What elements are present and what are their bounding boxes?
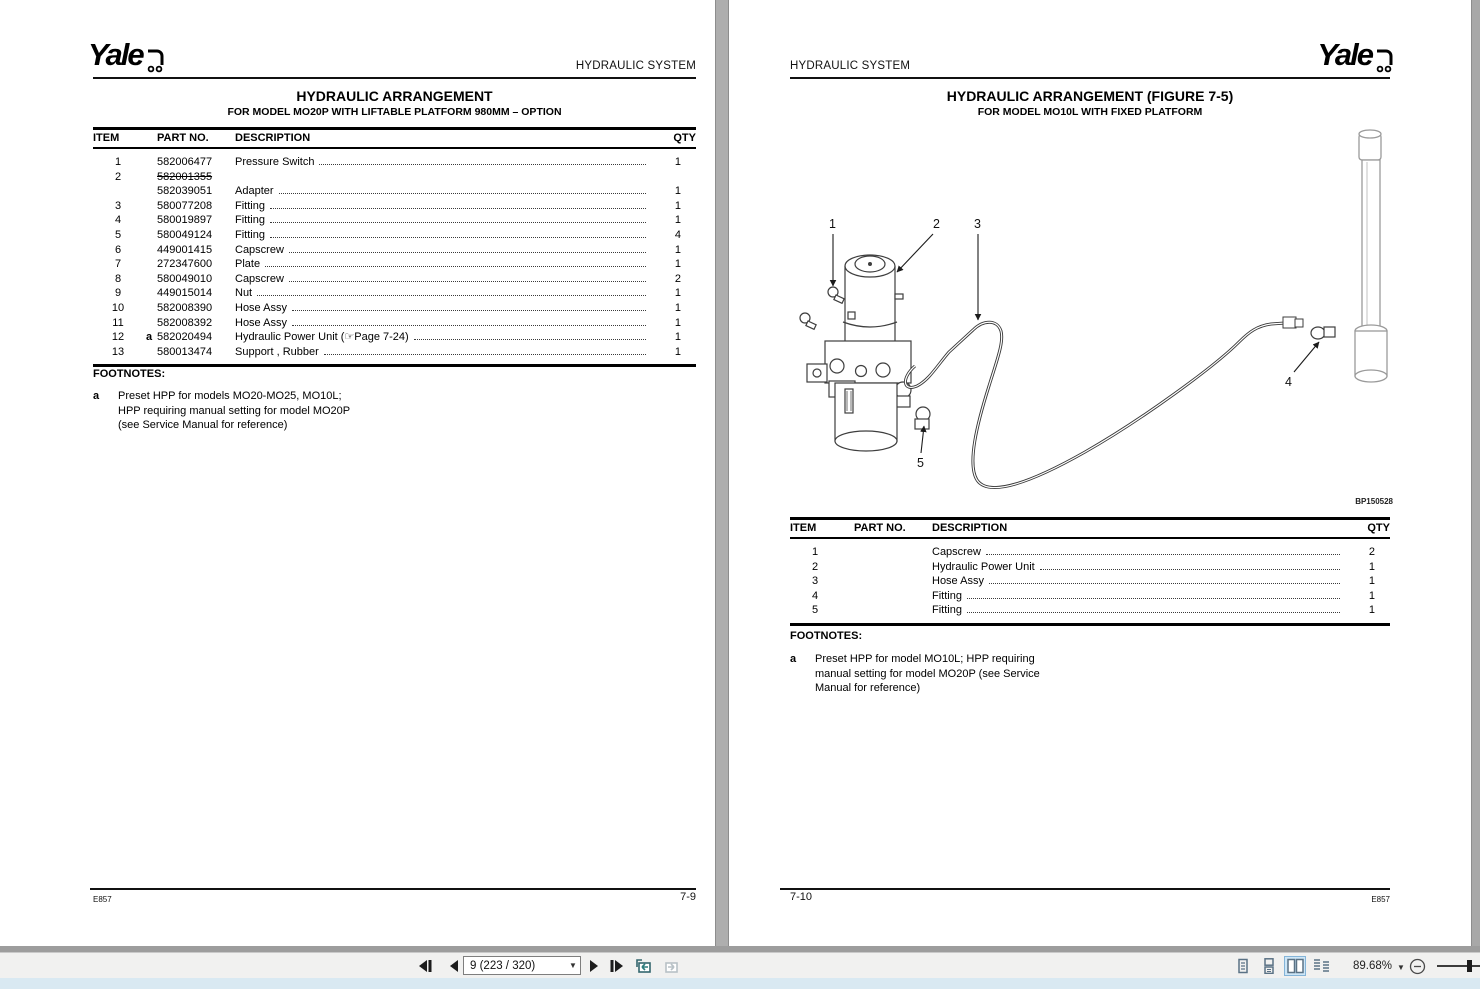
dual-page-layout-button[interactable] bbox=[1284, 956, 1306, 976]
table-row bbox=[790, 545, 1390, 560]
dot-leader bbox=[319, 164, 646, 165]
capscrew-drawing bbox=[800, 287, 844, 329]
zoom-level-display[interactable]: 89.68% bbox=[1352, 960, 1392, 972]
qty-cell: 1 bbox=[674, 316, 681, 329]
table-header-row bbox=[93, 127, 696, 149]
item-cell: 9 bbox=[114, 287, 122, 300]
single-page-layout-button[interactable] bbox=[1232, 956, 1254, 976]
qty-cell: 1 bbox=[674, 287, 681, 300]
page-number-box bbox=[463, 956, 581, 975]
footnote bbox=[790, 652, 1210, 696]
header-rule bbox=[93, 77, 696, 79]
previous-page-icon bbox=[448, 960, 460, 972]
page-title: HYDRAULIC ARRANGEMENT (FIGURE 7-5) bbox=[946, 88, 1234, 104]
dot-leader bbox=[414, 339, 646, 340]
pdf-page-left bbox=[0, 0, 715, 946]
figure-callout: 2 bbox=[933, 217, 940, 231]
table-row bbox=[93, 345, 696, 360]
table-row bbox=[93, 330, 696, 345]
first-page-button[interactable] bbox=[416, 957, 436, 975]
item-cell: 1 bbox=[114, 156, 122, 168]
table-row bbox=[93, 155, 696, 170]
col-description: DESCRIPTION bbox=[235, 132, 311, 144]
status-bar bbox=[0, 978, 1480, 989]
qty-cell: 1 bbox=[1368, 604, 1375, 617]
footnote-marker: a bbox=[790, 653, 797, 665]
dot-leader bbox=[292, 310, 646, 311]
table-body bbox=[790, 539, 1390, 626]
last-page-button[interactable] bbox=[606, 957, 626, 975]
table-row bbox=[790, 560, 1390, 575]
part-no-cell: 582008390 bbox=[157, 301, 213, 314]
description-cell: Hose Assy bbox=[932, 574, 1344, 589]
dot-leader bbox=[279, 193, 646, 194]
running-head: HYDRAULIC SYSTEM bbox=[790, 60, 911, 72]
dot-leader bbox=[289, 252, 646, 253]
first-page-icon bbox=[418, 960, 434, 972]
table-header-row bbox=[790, 517, 1390, 539]
parts-table bbox=[790, 517, 1390, 626]
qty-cell: 1 bbox=[1368, 589, 1375, 602]
dot-leader bbox=[270, 222, 646, 223]
item-cell: 1 bbox=[811, 546, 819, 558]
continuous-layout-icon bbox=[1261, 958, 1277, 974]
dot-leader bbox=[986, 554, 1340, 555]
page-number-input[interactable] bbox=[464, 960, 566, 972]
qty-cell: 1 bbox=[674, 243, 681, 256]
part-no-cell: 582001355 bbox=[157, 170, 213, 183]
qty-cell: 1 bbox=[674, 301, 681, 314]
hydraulic-arrangement-figure bbox=[785, 126, 1397, 508]
last-page-icon bbox=[608, 960, 624, 972]
hose-drawing bbox=[905, 317, 1303, 488]
qty-cell: 1 bbox=[674, 258, 681, 271]
description-cell: Support , Rubber bbox=[235, 345, 650, 360]
yale-logo-text: Yale bbox=[1317, 37, 1372, 72]
col-part-no: PART NO. bbox=[854, 522, 906, 534]
qty-cell: 1 bbox=[674, 199, 681, 212]
footnotes-title: FOOTNOTES: bbox=[93, 368, 166, 380]
lift-cylinder-drawing bbox=[1355, 130, 1387, 382]
col-item: ITEM bbox=[93, 132, 120, 144]
figure-callout: 5 bbox=[917, 456, 924, 470]
pdf-page-right bbox=[729, 0, 1471, 946]
dot-leader bbox=[967, 612, 1340, 613]
dot-leader bbox=[289, 281, 646, 282]
qty-cell: 1 bbox=[674, 345, 681, 358]
footnote-marker: a bbox=[93, 390, 100, 402]
part-no-cell: 580077208 bbox=[157, 199, 213, 212]
single-page-layout-icon bbox=[1235, 958, 1251, 974]
figure-ref-code: BP150528 bbox=[1355, 497, 1393, 506]
continuous-layout-button[interactable] bbox=[1258, 956, 1280, 976]
qty-cell: 1 bbox=[1368, 575, 1375, 588]
table-row bbox=[93, 184, 696, 199]
description-cell: Hydraulic Power Unit bbox=[932, 560, 1344, 575]
item-cell: 2 bbox=[811, 560, 819, 573]
previous-view-button[interactable] bbox=[634, 957, 654, 975]
table-row bbox=[93, 316, 696, 331]
item-cell: 6 bbox=[114, 243, 122, 256]
figure-callout: 1 bbox=[829, 217, 836, 231]
footnotes-title: FOOTNOTES: bbox=[790, 630, 863, 642]
footer-doc-code: E857 bbox=[1371, 895, 1390, 904]
col-qty: QTY bbox=[1367, 522, 1390, 534]
zoom-out-icon bbox=[1409, 958, 1426, 975]
table-row bbox=[790, 574, 1390, 589]
table-row bbox=[93, 301, 696, 316]
table-row bbox=[93, 243, 696, 258]
description-cell: Adapter bbox=[235, 184, 650, 199]
description-cell: Fitting bbox=[235, 199, 650, 214]
zoom-out-button[interactable] bbox=[1409, 958, 1426, 980]
dot-leader bbox=[967, 598, 1340, 599]
footer-rule bbox=[90, 888, 696, 890]
yale-logo-text: Yale bbox=[88, 37, 143, 72]
part-no-cell: 582039051 bbox=[157, 185, 213, 198]
table-row bbox=[93, 228, 696, 243]
footnote bbox=[93, 389, 653, 433]
description-cell: Capscrew bbox=[235, 272, 650, 287]
description-cell: Pressure Switch bbox=[235, 155, 650, 170]
yale-logo bbox=[88, 37, 165, 74]
footer-page-number: 7-9 bbox=[680, 891, 696, 903]
dot-leader bbox=[989, 583, 1340, 584]
part-no-cell: 449001415 bbox=[157, 243, 213, 256]
dot-leader bbox=[1040, 569, 1340, 570]
description-cell: Fitting bbox=[235, 213, 650, 228]
next-page-button[interactable] bbox=[584, 957, 604, 975]
parts-table bbox=[93, 127, 696, 367]
table-row bbox=[790, 603, 1390, 618]
page-divider bbox=[715, 0, 729, 946]
zoom-slider[interactable] bbox=[1437, 965, 1480, 967]
dot-leader bbox=[257, 295, 646, 296]
right-edge-gutter bbox=[1471, 0, 1480, 946]
table-row bbox=[93, 286, 696, 301]
item-cell: 7 bbox=[114, 258, 122, 271]
part-no-cell: 580013474 bbox=[157, 345, 213, 358]
item-cell: 4 bbox=[811, 589, 819, 602]
running-head: HYDRAULIC SYSTEM bbox=[575, 60, 696, 72]
table-row bbox=[93, 213, 696, 228]
qty-cell: 2 bbox=[674, 272, 681, 285]
yale-forklift-icon bbox=[1374, 48, 1394, 74]
page-subtitle: FOR MODEL MO10L WITH FIXED PLATFORM bbox=[977, 106, 1203, 118]
item-cell: 2 bbox=[114, 170, 122, 183]
dot-leader bbox=[270, 208, 646, 209]
description-cell: Hose Assy bbox=[235, 316, 650, 331]
next-view-icon bbox=[663, 958, 681, 974]
part-no-cell: 582008392 bbox=[157, 316, 213, 329]
table-row bbox=[93, 257, 696, 272]
next-view-button[interactable] bbox=[662, 957, 682, 975]
table-row bbox=[93, 272, 696, 287]
dot-leader bbox=[265, 266, 646, 267]
zoom-dropdown-caret[interactable]: ▼ bbox=[1397, 963, 1405, 972]
footnote-text: Preset HPP for models MO20-MO25, MO10L; HPP requiring manual setting for model MO20P (see Service Manual for reference) bbox=[118, 390, 351, 431]
qty-cell: 1 bbox=[674, 156, 681, 168]
dot-leader bbox=[292, 325, 646, 326]
item-cell: 13 bbox=[111, 345, 125, 358]
item-cell: 8 bbox=[114, 272, 122, 285]
description-cell: Hydraulic Power Unit (☞Page 7-24) bbox=[235, 330, 650, 345]
zoom-slider-handle[interactable] bbox=[1467, 960, 1472, 972]
footnote-text: Preset HPP for model MO10L; HPP requiring manual setting for model MO20P (see Service Manual for reference) bbox=[815, 653, 1040, 694]
part-no-cell: 580049010 bbox=[157, 272, 213, 285]
description-cell: Fitting bbox=[932, 603, 1344, 618]
part-no-cell: 580019897 bbox=[157, 214, 213, 227]
part-no-cell: 272347600 bbox=[157, 258, 213, 271]
dot-leader bbox=[324, 354, 646, 355]
footer-page-number: 7-10 bbox=[790, 891, 813, 903]
col-part-no: PART NO. bbox=[157, 132, 209, 144]
table-row bbox=[93, 199, 696, 214]
qty-cell: 2 bbox=[1368, 546, 1375, 558]
page-title: HYDRAULIC ARRANGEMENT bbox=[296, 88, 493, 104]
table-row bbox=[93, 170, 696, 185]
footer-rule bbox=[780, 888, 1390, 890]
item-cell: 4 bbox=[114, 214, 122, 227]
table-row bbox=[790, 589, 1390, 604]
fitting-drawing bbox=[1311, 327, 1335, 339]
qty-cell: 4 bbox=[674, 228, 681, 241]
part-no-cell: 582006477 bbox=[157, 156, 213, 168]
yale-forklift-icon bbox=[145, 48, 165, 74]
qty-cell: 1 bbox=[674, 214, 681, 227]
yale-logo bbox=[1317, 37, 1394, 74]
table-body bbox=[93, 149, 696, 367]
description-cell: Hose Assy bbox=[235, 301, 650, 316]
item-cell: 12 bbox=[111, 331, 125, 344]
page-number-dropdown-button[interactable]: ▼ bbox=[569, 961, 577, 970]
col-qty: QTY bbox=[673, 132, 696, 144]
item-cell: 3 bbox=[811, 575, 819, 588]
dot-leader bbox=[270, 237, 646, 238]
bottom-toolbar bbox=[0, 952, 1480, 978]
qty-cell: 1 bbox=[674, 331, 681, 344]
item-cell: 5 bbox=[811, 604, 819, 617]
description-cell: Plate bbox=[235, 257, 650, 272]
previous-page-button[interactable] bbox=[444, 957, 464, 975]
item-cell: 5 bbox=[114, 228, 122, 241]
description-cell: Capscrew bbox=[235, 243, 650, 258]
qty-cell: 1 bbox=[1368, 560, 1375, 573]
item-cell: 3 bbox=[114, 199, 122, 212]
item-cell: 11 bbox=[112, 316, 124, 329]
description-cell: Fitting bbox=[235, 228, 650, 243]
previous-view-icon bbox=[635, 958, 653, 974]
dual-page-layout-icon bbox=[1287, 958, 1304, 974]
description-cell: Fitting bbox=[932, 589, 1344, 604]
page-subtitle: FOR MODEL MO20P WITH LIFTABLE PLATFORM 980MM – OPTION bbox=[227, 106, 562, 118]
part-no-cell: 580049124 bbox=[157, 228, 213, 241]
figure-callout: 3 bbox=[974, 217, 981, 231]
description-cell: Nut bbox=[235, 286, 650, 301]
part-no-cell: a 582020494 bbox=[146, 331, 213, 344]
figure-callout: 4 bbox=[1285, 375, 1292, 389]
next-page-icon bbox=[588, 960, 600, 972]
col-description: DESCRIPTION bbox=[932, 522, 1008, 534]
item-cell: 10 bbox=[111, 301, 125, 314]
header-rule bbox=[790, 77, 1390, 79]
qty-cell: 1 bbox=[674, 185, 681, 198]
col-item: ITEM bbox=[790, 522, 817, 534]
description-cell: Capscrew bbox=[932, 545, 1344, 560]
figure-drawing bbox=[785, 126, 1397, 508]
footer-doc-code: E857 bbox=[93, 895, 112, 904]
hydraulic-power-unit-drawing bbox=[800, 255, 930, 451]
part-no-cell: 449015014 bbox=[157, 287, 213, 300]
